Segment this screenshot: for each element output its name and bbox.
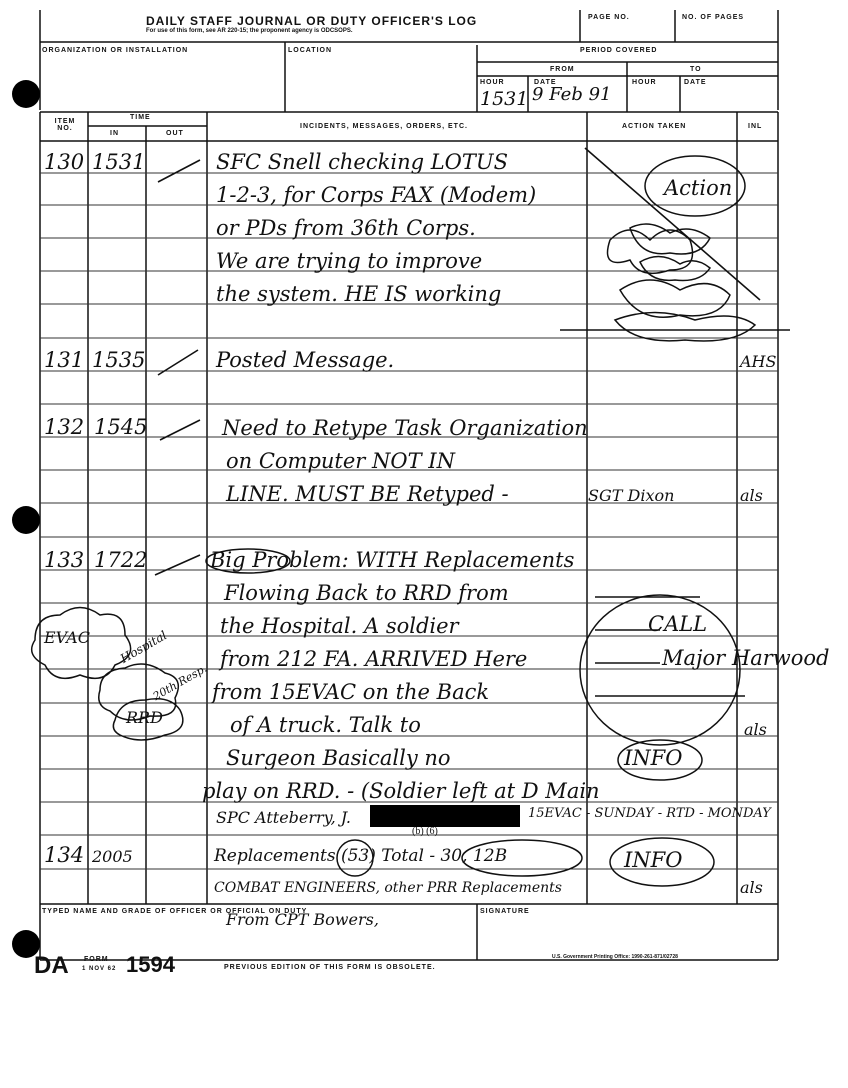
redaction-box [370, 805, 520, 827]
action-taken-contact: Major Harwood [662, 646, 830, 670]
from-date-value: 9 Feb 91 [532, 84, 612, 105]
initials: als [740, 878, 763, 897]
time-in: 2005 [92, 847, 133, 866]
margin-note: EVAC [44, 628, 90, 647]
entry-line: From CPT Bowers, [226, 910, 379, 929]
redaction-code: (b) (6) [412, 826, 438, 837]
location-label: LOCATION [288, 47, 333, 54]
binder-hole [12, 80, 40, 108]
entry-line: SFC Snell checking LOTUS [216, 150, 508, 174]
signature-label: SIGNATURE [480, 908, 530, 915]
time-in: 1535 [92, 348, 146, 372]
from-date-label: DATE [534, 79, 557, 86]
initials: als [744, 720, 767, 739]
entry-line: Replacements (53) Total - 30, 12B [214, 846, 508, 866]
entry-line: or PDs from 36th Corps. [216, 216, 476, 240]
form-subtitle: For use of this form, see AR 220-15; the proponent agency is ODCSOPS. [146, 28, 353, 34]
entry-line: Surgeon Basically no [226, 746, 451, 770]
org-label: ORGANIZATION OR INSTALLATION [42, 47, 189, 54]
entry-line: on Computer NOT IN [226, 449, 455, 473]
item-no: 133 [44, 548, 85, 572]
item-no: 130 [44, 150, 85, 174]
item-no: 131 [44, 348, 85, 372]
entry-line: SPC Atteberry, J. [216, 808, 352, 827]
action-taken-info: INFO [624, 746, 683, 770]
from-label: FROM [550, 66, 575, 73]
initials: als [740, 486, 763, 505]
entry-line: 1-2-3, for Corps FAX (Modem) [216, 183, 537, 207]
entry-line: LINE. MUST BE Retyped - [226, 482, 509, 506]
gpo-note: U.S. Government Printing Office: 1990-261-871/02728 [552, 954, 678, 960]
entry-line: of A truck. Talk to [230, 713, 421, 737]
from-hour-value: 1531 [480, 88, 529, 110]
time-label: TIME [130, 114, 151, 121]
action-taken: SGT Dixon [588, 486, 675, 505]
form-id: DA [34, 952, 69, 979]
margin-note: 20th Resp. [150, 661, 210, 704]
item-no: 134 [44, 843, 85, 867]
period-label: PERIOD COVERED [580, 47, 658, 54]
item-no: 132 [44, 415, 85, 439]
to-label: TO [690, 66, 702, 73]
initials: AHS [740, 352, 777, 371]
incidents-label: INCIDENTS, MESSAGES, ORDERS, ETC. [300, 123, 468, 130]
entry-line: the system. HE IS working [216, 282, 502, 306]
form-number: 1594 [126, 952, 175, 977]
no-pages-label: NO. OF PAGES [682, 14, 745, 21]
to-hour-label: HOUR [632, 79, 657, 86]
form-word: FORM [84, 956, 109, 963]
action-taken: Action [664, 176, 733, 200]
entry-line: COMBAT ENGINEERS, other PRR Replacements [214, 880, 562, 896]
entry-line: We are trying to improve [216, 249, 483, 273]
action-taken: INFO [624, 848, 683, 872]
time-in-label: IN [110, 130, 119, 137]
margin-note: Hospital [117, 628, 170, 666]
initials-label: INL [748, 123, 763, 130]
from-hour-label: HOUR [480, 79, 505, 86]
to-date-label: DATE [684, 79, 707, 86]
time-in: 1531 [92, 150, 146, 174]
form-title: DAILY STAFF JOURNAL OR DUTY OFFICER'S LOG [146, 14, 478, 28]
time-in: 1722 [94, 548, 148, 572]
item-no-label: ITEM NO. [54, 118, 76, 132]
action-taken-label: ACTION TAKEN [622, 123, 687, 130]
time-in: 1545 [94, 415, 148, 439]
entry-line: Need to Retype Task Organization [222, 416, 588, 440]
page-no-label: PAGE NO. [588, 14, 630, 21]
entry-line: from 15EVAC on the Back [212, 680, 490, 704]
form-date: 1 NOV 62 [82, 966, 117, 972]
action-taken: CALL [648, 612, 708, 636]
time-out-label: OUT [166, 130, 184, 137]
entry-line: the Hospital. A soldier [220, 614, 459, 638]
entry-line-suffix: 15EVAC - SUNDAY - RTD - MONDAY [528, 806, 771, 821]
entry-line: Posted Message. [216, 348, 395, 372]
margin-note: RRD [126, 708, 163, 727]
previous-edition-note: PREVIOUS EDITION OF THIS FORM IS OBSOLETE. [224, 964, 436, 971]
entry-line: from 212 FA. ARRIVED Here [220, 647, 528, 671]
entry-line: play on RRD. - (Soldier left at D Main [202, 779, 600, 803]
entry-line: Flowing Back to RRD from [224, 581, 509, 605]
entry-line: Big Problem: WITH Replacements [210, 548, 575, 572]
typed-name-label: TYPED NAME AND GRADE OF OFFICER OR OFFICIAL ON DUTY [42, 908, 308, 915]
binder-hole [12, 506, 40, 534]
